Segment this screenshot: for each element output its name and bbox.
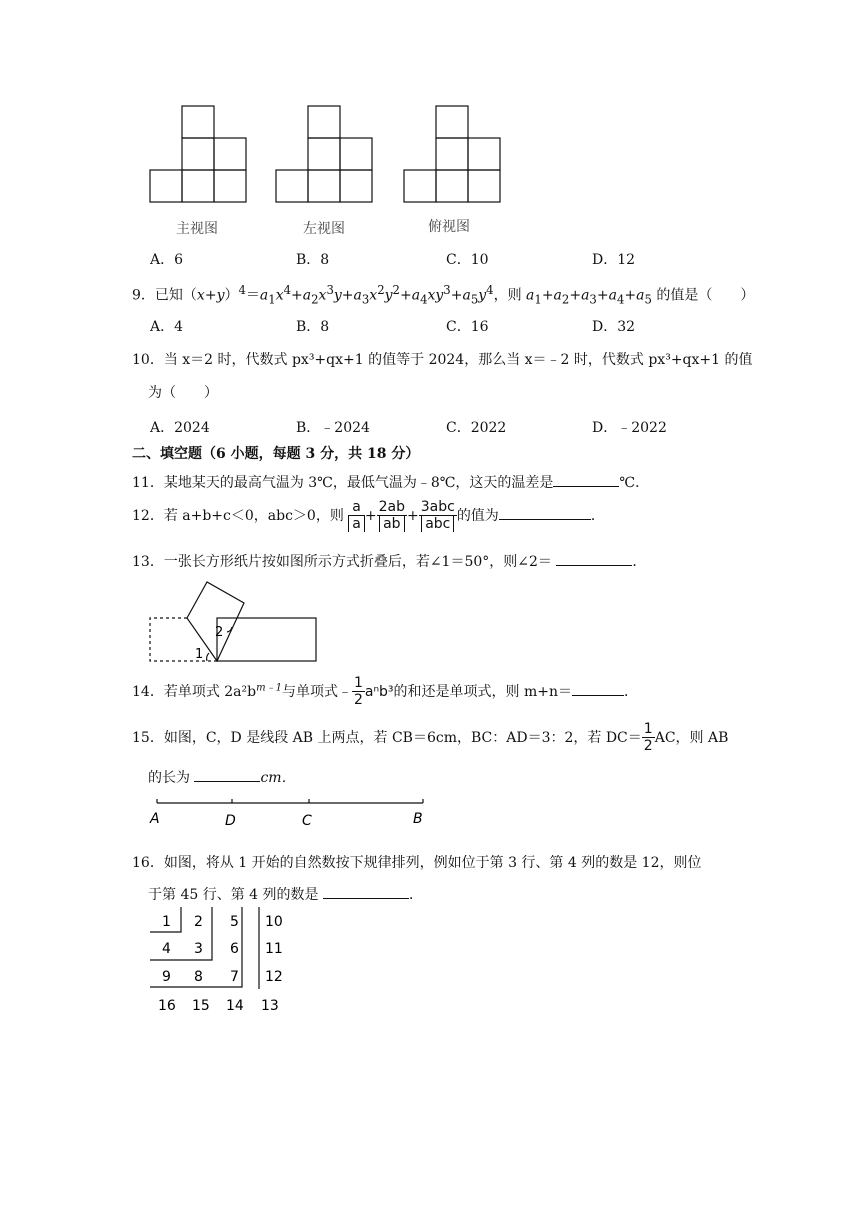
q8-option-d: D．12 xyxy=(592,252,636,268)
grid-cell: 7 xyxy=(230,969,239,985)
q11-answer-blank[interactable] xyxy=(553,472,619,487)
q12-fraction-3: $\frac{\text{3abc}}{\text{abc}}$ xyxy=(420,499,455,532)
folded-paper-figure xyxy=(145,578,325,668)
q9-option-d: D．32 xyxy=(592,319,636,335)
q13-answer-blank[interactable] xyxy=(556,551,632,566)
q10-option-a: A．2024 xyxy=(150,420,210,436)
q14-fraction: $\frac{1}{2}$ xyxy=(353,675,363,708)
grid-cell: 6 xyxy=(230,941,239,957)
grid-cell: 13 xyxy=(261,998,279,1014)
q15-answer-blank[interactable] xyxy=(194,767,260,782)
segment-figure xyxy=(145,795,445,831)
grid-cell: 10 xyxy=(265,914,283,930)
q10-stem-line1: 10．当 x＝2 时，代数式 px³+qx+1 的值等于 2024，那么当 x＝﹣2 时，代数式 px³+qx+1 的值 xyxy=(132,352,753,368)
point-d-label: D xyxy=(225,813,236,829)
q8-option-b: B．8 xyxy=(296,252,330,268)
grid-cell: 5 xyxy=(230,914,239,930)
q9-option-a: A．4 xyxy=(150,319,184,335)
q9-option-b: B．8 xyxy=(296,319,330,335)
q10-option-d: D．﹣2022 xyxy=(592,420,667,436)
grid-cell: 9 xyxy=(162,969,171,985)
q12-stem: 12．若 a+b+c＜0，abc＞0，则 $\frac{a}{a}$ + $\frac{2ab}{ab}$ + $\frac{\text{3abc}}{\text{abc}}$ 的值为 ． xyxy=(132,499,605,532)
grid-cell: 14 xyxy=(226,998,244,1014)
angle-2-label: 2 xyxy=(215,625,224,640)
q16-stem-line1: 16．如图，将从 1 开始的自然数按下规律排列，例如位于第 3 行、第 4 列的数是 12，则位 xyxy=(132,855,702,871)
section-heading: 二、填空题（6 小题，每题 3 分，共 18 分） xyxy=(132,446,420,462)
q10-option-c: C．2022 xyxy=(446,420,507,436)
number-arrangement-figure xyxy=(148,905,298,1017)
q8-option-c: C．10 xyxy=(446,252,489,268)
grid-cell: 2 xyxy=(194,914,203,930)
q8-option-a: A．6 xyxy=(150,252,184,268)
q13-stem: 13．一张长方形纸片按如图所示方式折叠后，若∠1＝50°，则∠2＝ ． xyxy=(132,551,646,571)
q15-stem-line2: 的长为 cm． xyxy=(148,767,296,787)
point-b-label: B xyxy=(413,811,423,827)
grid-cell: 16 xyxy=(158,998,176,1014)
q10-stem-line2: 为（ ） xyxy=(148,385,218,401)
grid-cell: 4 xyxy=(162,941,171,957)
q15-stem-line1: 15．如图，C，D 是线段 AB 上两点，若 CB＝6cm，BC：AD＝3：2，若 DC＝ $\frac{1}{2}$ AC，则 AB xyxy=(132,721,729,754)
q16-stem-line2: 于第 45 行、第 4 列的数是 ． xyxy=(148,884,423,904)
q10-option-b: B．﹣2024 xyxy=(296,420,370,436)
q12-fraction-2: $\frac{2ab}{ab}$ xyxy=(378,499,405,532)
grid-cell: 11 xyxy=(265,941,283,957)
q12-fraction-1: $\frac{a}{a}$ xyxy=(348,500,365,532)
q14-stem: 14．若单项式 $2a^2b^{m﹣1}$与单项式﹣ $\frac{1}{2}$ aⁿb³的和还是单项式，则 m+n＝ ． xyxy=(132,675,639,708)
grid-cell: 15 xyxy=(192,998,210,1014)
q14-answer-blank[interactable] xyxy=(572,681,624,696)
view-label-top: 俯视图 xyxy=(428,219,470,235)
grid-cell: 12 xyxy=(265,969,283,985)
grid-cell: 8 xyxy=(194,969,203,985)
q12-answer-blank[interactable] xyxy=(499,505,591,520)
view-label-front: 主视图 xyxy=(176,221,218,237)
point-c-label: C xyxy=(302,813,312,829)
q15-fraction: $\frac{1}{2}$ xyxy=(643,721,653,754)
grid-cell: 1 xyxy=(162,914,171,930)
q9-option-c: C．16 xyxy=(446,319,489,335)
grid-cell: 3 xyxy=(194,941,203,957)
q16-answer-blank[interactable] xyxy=(323,884,409,899)
point-a-label: A xyxy=(150,811,160,827)
view-label-left: 左视图 xyxy=(303,221,345,237)
q9-stem: 9．已知$(x+y)^4=a_1x^4+a_2x^3y+a_3x^2y^2+a_4xy^3+a_5y^4$，则 $a_1+a_2+a_3+a_4+a_5$ 的值是（ ） xyxy=(132,283,755,307)
angle-1-label: 1 xyxy=(195,647,204,662)
q11-stem: 11．某地某天的最高气温为 3℃，最低气温为﹣8℃，这天的温差是 ℃． xyxy=(132,472,649,492)
